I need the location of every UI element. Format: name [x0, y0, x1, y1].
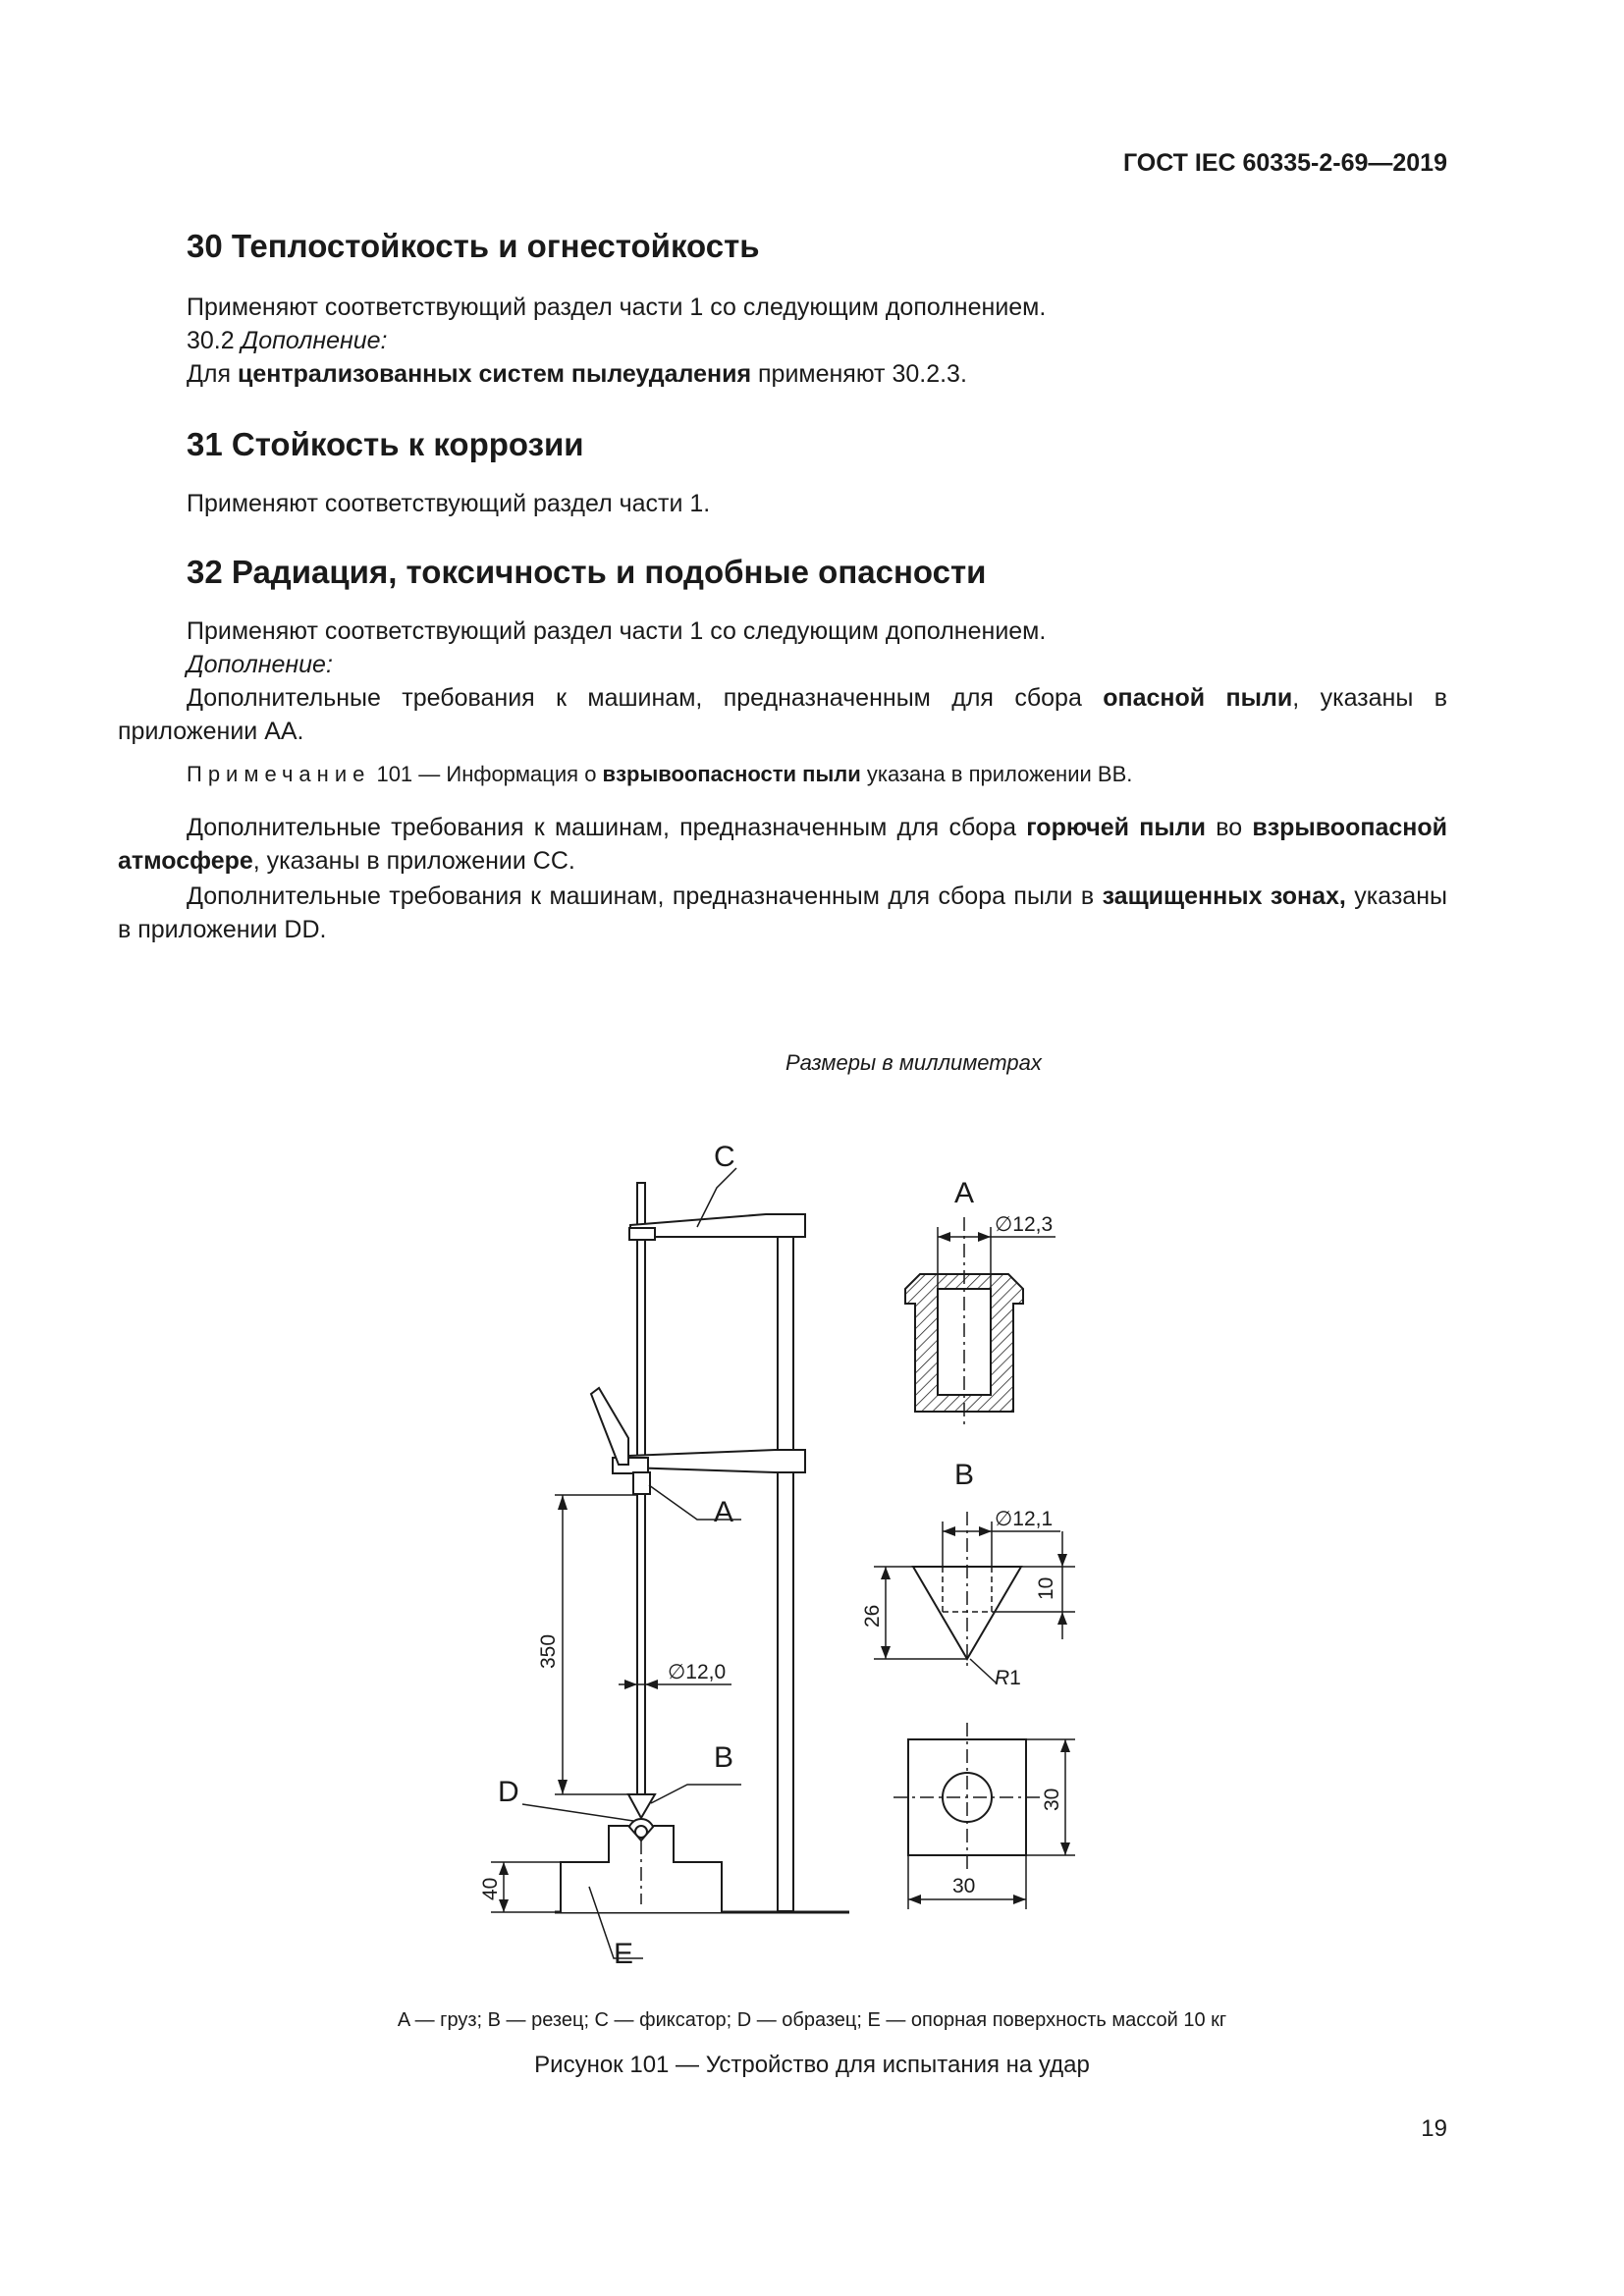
text-run: применяют 30.2.3. — [751, 360, 967, 388]
label-d: D — [498, 1776, 519, 1808]
dim-radius — [995, 1667, 1021, 1689]
text-run: , указаны в приложении AA. — [118, 684, 1447, 745]
dim-26: 26 — [861, 1604, 884, 1628]
dim-10: 10 — [1035, 1576, 1057, 1600]
clause-addition: Дополнение: — [241, 327, 388, 354]
text-run: Для — [187, 360, 239, 388]
text-run: Дополнительные требования к машинам, предназначенным для сбора — [187, 814, 1027, 841]
radius-value: 1 — [1009, 1667, 1021, 1689]
dim-40: 40 — [479, 1877, 502, 1900]
text-run: указана в приложении BB. — [860, 762, 1133, 786]
text-run: Дополнительные требования к машинам, предназначенным для сбора — [187, 684, 1104, 712]
note-label: Примечание — [187, 762, 371, 786]
term-bold: опасной пыли — [1103, 684, 1293, 712]
upper-clamp — [630, 1214, 805, 1237]
term-bold: защищенных зонах, — [1102, 882, 1346, 910]
section-30-title: 30 Теплостойкость и огнестойкость — [187, 228, 760, 264]
term-bold: горючей пыли — [1026, 814, 1206, 841]
dim-350: 350 — [537, 1633, 560, 1669]
release-lever — [591, 1388, 628, 1465]
text-run: 101 — Информация о — [370, 762, 603, 786]
page-number: 19 — [1421, 2115, 1447, 2142]
label-e: E — [614, 1938, 634, 1970]
figure-legend: A — груз; B — резец; C — фиксатор; D — образец; E — опорная поверхность массой 10 кг — [397, 2009, 1227, 2031]
term-bold: взрывоопасности пыли — [602, 762, 861, 786]
term-bold: централизованных систем пылеудаления — [238, 360, 752, 388]
term-bold: взрывоопасной атмосфере — [118, 814, 1447, 875]
figure-size-note: Размеры в миллиметрах — [785, 1050, 1042, 1075]
clause-number: 30.2 — [187, 327, 242, 354]
dim-diameter-rod: ∅12,0 — [668, 1661, 727, 1683]
dim-diameter-a: ∅12,3 — [995, 1213, 1054, 1236]
text-run: во — [1205, 814, 1253, 841]
section-32-title: 32 Радиация, токсичность и подобные опасности — [187, 554, 987, 590]
label-c: C — [714, 1141, 735, 1173]
dim-diameter-b: ∅12,1 — [995, 1508, 1054, 1530]
label-a: A — [714, 1496, 734, 1528]
label-detail-a: A — [954, 1177, 975, 1209]
document-id: ГОСТ IEC 60335-2-69—2019 — [1122, 149, 1447, 177]
radius-symbol: R — [995, 1667, 1010, 1689]
weight-a — [633, 1472, 650, 1494]
dim-30-vertical: 30 — [1041, 1788, 1063, 1811]
lower-clamp — [628, 1450, 805, 1472]
support-column — [778, 1214, 793, 1911]
label-b: B — [714, 1741, 734, 1774]
text-run: указаны в приложении DD. — [118, 882, 1447, 943]
section-31-text: Применяют соответствующий раздел части 1. — [187, 490, 711, 517]
dim-30-horizontal: 30 — [952, 1875, 976, 1897]
section-32-text: Применяют соответствующий раздел части 1 со следующим дополнением. — [187, 617, 1047, 645]
section-31-title: 31 Стойкость к коррозии — [187, 426, 584, 462]
text-run: , указаны в приложении CC. — [252, 847, 575, 875]
striker-b — [628, 1794, 655, 1818]
label-detail-b: B — [954, 1459, 975, 1491]
text-run: Дополнительные требования к машинам, предназначенным для сбора пыли в — [187, 882, 1103, 910]
section-30-text: Применяют соответствующий раздел части 1 со следующим дополнением. — [187, 294, 1047, 321]
section-32-addition: Дополнение: — [187, 651, 333, 678]
figure-caption: Рисунок 101 — Устройство для испытания на удар — [534, 2052, 1090, 2078]
